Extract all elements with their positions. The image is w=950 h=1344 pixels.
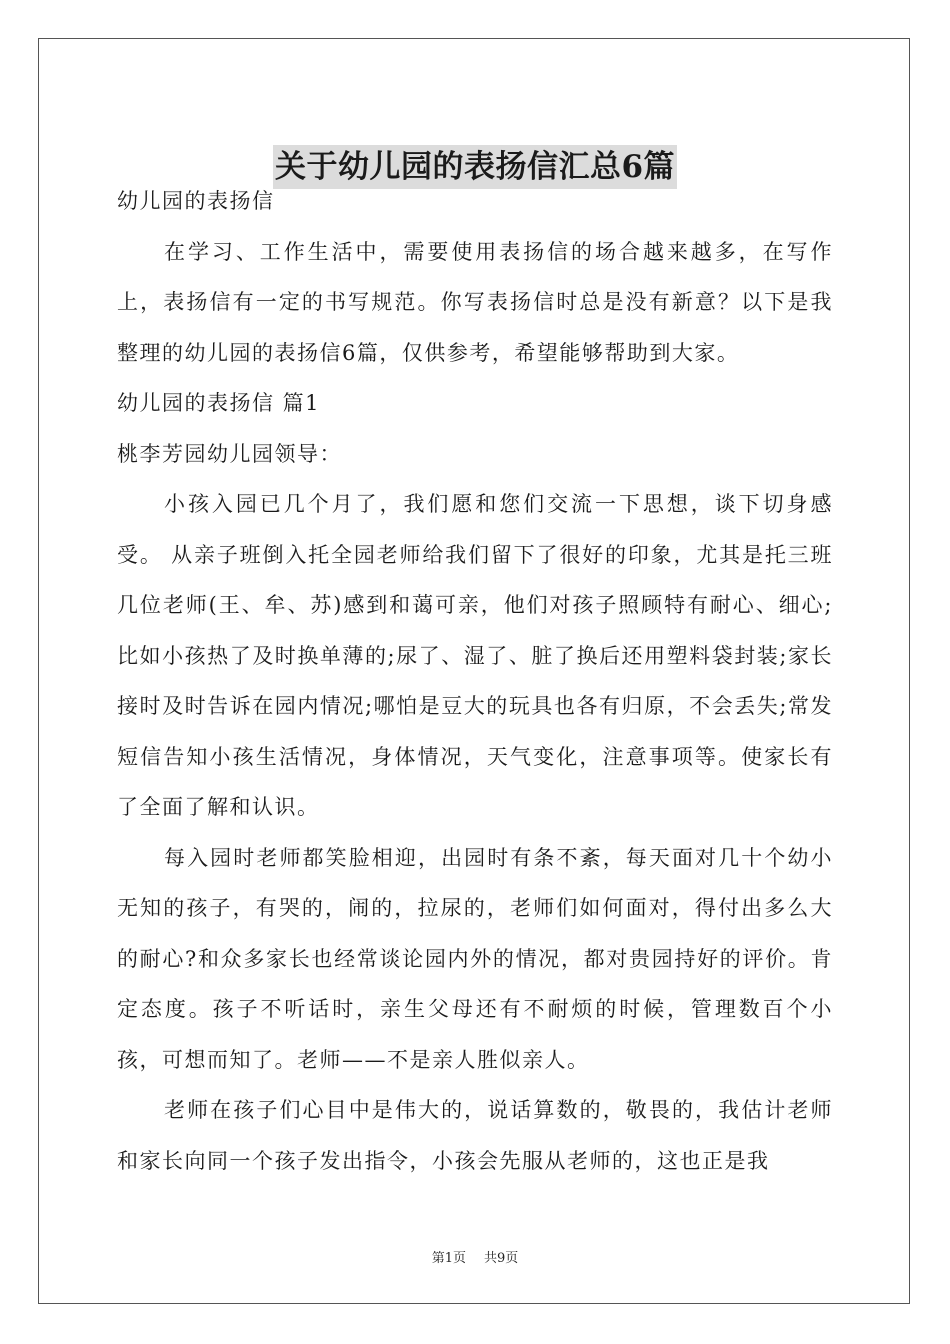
subtitle: 幼儿园的表扬信	[117, 189, 275, 213]
body-paragraph: 每入园时老师都笑脸相迎，出园时有条不紊，每天面对几十个幼小无知的孩子，有哭的，闹的，拉尿的，老师们如何面对，得付出多么大的耐心?和众多家长也经常谈论园内外的情况，都对贵园持好的评价。肯定态度。孩子不听话时，亲生父母还有不耐烦的时候，管理数百个小孩，可想而知了。老师——不是亲人胜似亲人。	[117, 845, 833, 1072]
document-title: 关于幼儿园的表扬信汇总6篇	[273, 145, 677, 189]
body-paragraph: 小孩入园已几个月了，我们愿和您们交流一下思想，谈下切身感受。 从亲子班倒入托全园老师给我们留下了很好的印象，尤其是托三班几位老师(王、牟、苏)感到和蔼可亲，他们对孩子照顾特有耐心、细心;比如小孩热了及时换单薄的;尿了、湿了、脏了换后还用塑料袋封装;家长接时及时告诉在园内情况;哪怕是豆大的玩具也各有归原，不会丢失;常发短信告知小孩生活情况，身体情况，天气变化，注意事项等。使家长有了全面了解和认识。	[117, 492, 833, 819]
page-total: 共9页	[484, 1251, 519, 1266]
page-footer	[0, 1247, 950, 1266]
body-paragraph: 老师在孩子们心目中是伟大的，说话算数的，敬畏的，我估计老师和家长向同一个孩子发出指令，小孩会先服从老师的，这也正是我	[117, 1098, 833, 1173]
page-number: 第1页	[431, 1251, 466, 1266]
intro-paragraph: 在学习、工作生活中，需要使用表扬信的场合越来越多，在写作上，表扬信有一定的书写规范。你写表扬信时总是没有新意？以下是我整理的幼儿园的表扬信6篇，仅供参考，希望能够帮助到大家。	[117, 239, 833, 365]
section-heading: 幼儿园的表扬信 篇1	[117, 391, 321, 415]
salutation: 桃李芳园幼儿园领导：	[117, 441, 342, 466]
document-body	[117, 176, 833, 1186]
